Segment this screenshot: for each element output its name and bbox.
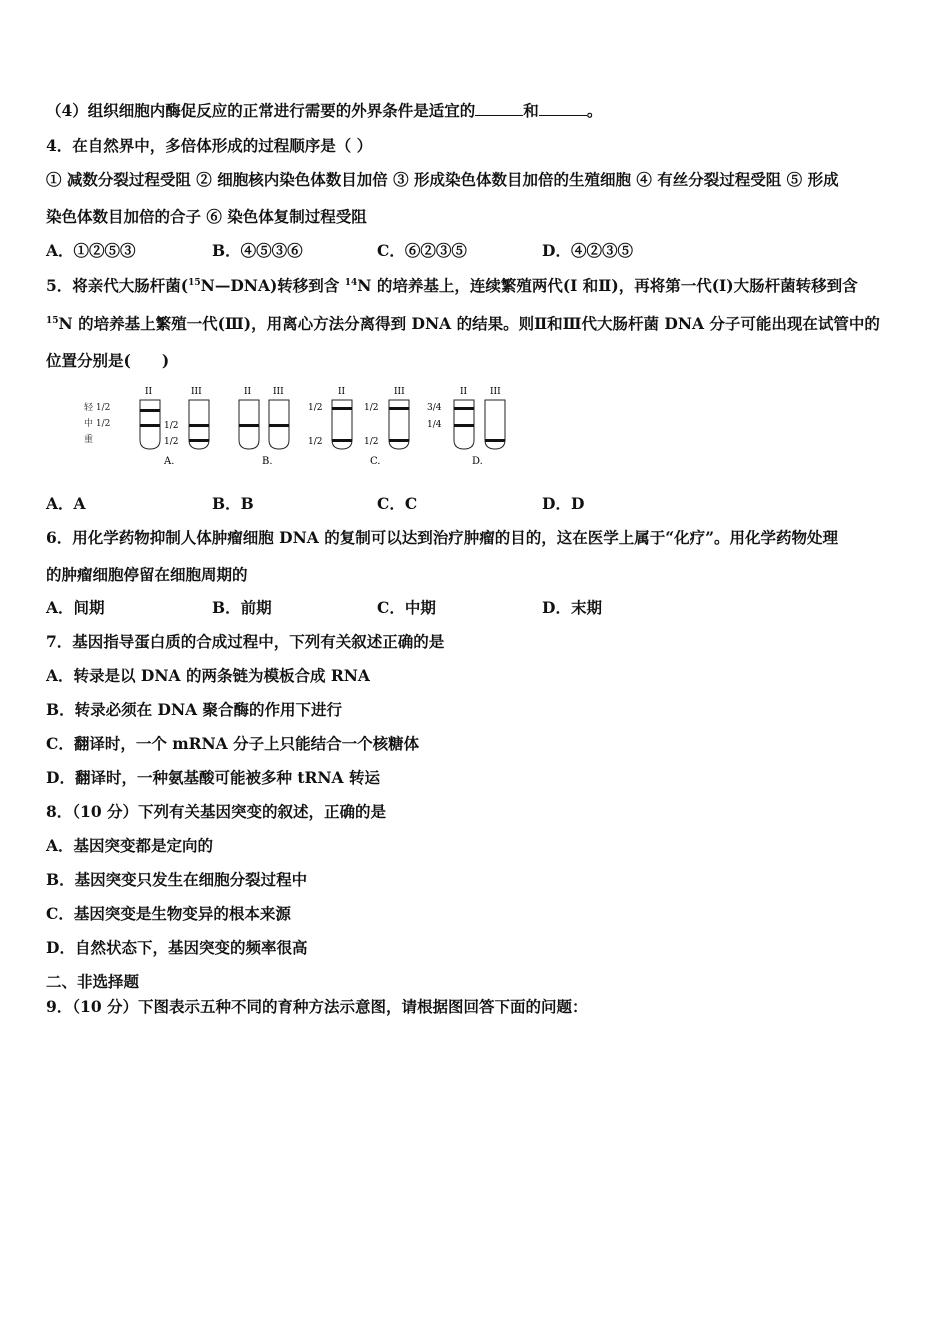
q5-option-d[interactable]: D．D xyxy=(542,494,585,513)
tube-header-ii: II xyxy=(460,387,468,397)
q6-option-a[interactable]: A．间期 xyxy=(46,598,105,617)
answer-blank-1[interactable] xyxy=(475,101,523,116)
q5-option-c[interactable]: C．C xyxy=(377,494,418,513)
q5-line1: 5．将亲代大肠杆菌($^{15}$N—DNA)转移到含 $^{14}$N 的培养基上，连续繁殖两代(I 和Ⅱ)，再将第一代(I)大肠杆菌转移到含 xyxy=(46,276,858,295)
q4-items-line1: ① 减数分裂过程受阻 ② 细胞核内染色体数目加倍 ③ 形成染色体数目加倍的生殖细胞 ④ 有丝分裂过程受阻 ⑤ 形成 xyxy=(46,170,839,189)
q9-stem: 9．（10 分）下图表示五种不同的育种方法示意图，请根据图回答下面的问题： xyxy=(46,997,588,1016)
q4-option-c[interactable]: C．⑥②③⑤ xyxy=(377,241,467,260)
band xyxy=(389,439,409,442)
tube-header-iii: III xyxy=(191,387,202,397)
ratio-label: 1/2 xyxy=(364,437,379,447)
q5-line2: $^{15}$N 的培养基上繁殖一代(Ⅲ)，用离心方法分离得到 DNA 的结果。则Ⅱ和Ⅲ代大肠杆菌 DNA 分子可能出现在试管中的 xyxy=(46,314,880,333)
q4-option-a[interactable]: A．①②⑤③ xyxy=(46,241,136,260)
band xyxy=(189,439,209,442)
panel-label-c: C. xyxy=(370,456,381,467)
band xyxy=(269,424,289,427)
ratio-label: 1/2 xyxy=(364,403,379,413)
q6-line1: 6．用化学药物抑制人体肿瘤细胞 DNA 的复制可以达到治疗肿瘤的目的，这在医学上属于“化疗”。用化学药物处理 xyxy=(46,528,839,547)
q8-option-a[interactable]: A．基因突变都是定向的 xyxy=(46,836,214,855)
ratio-label: 1/2 xyxy=(164,421,179,431)
tube-header-ii: II xyxy=(145,387,153,397)
tube-header-iii: III xyxy=(394,387,405,397)
tube-header-ii: II xyxy=(244,387,252,397)
q7-option-b[interactable]: B．转录必须在 DNA 聚合酶的作用下进行 xyxy=(46,700,343,719)
ratio-label: 1/2 xyxy=(308,403,323,413)
band xyxy=(189,424,209,427)
q6-option-c[interactable]: C．中期 xyxy=(377,598,436,617)
q5-option-b[interactable]: B．B xyxy=(212,494,254,513)
centrifuge-tubes-figure xyxy=(80,383,520,473)
band xyxy=(140,424,160,427)
row-label-light: 轻 1/2 xyxy=(84,403,111,413)
panel-d xyxy=(427,387,505,467)
panel-a xyxy=(140,387,209,467)
q7-stem: 7．基因指导蛋白质的合成过程中，下列有关叙述正确的是 xyxy=(46,632,445,651)
q8-option-b[interactable]: B．基因突变只发生在细胞分裂过程中 xyxy=(46,870,308,889)
band xyxy=(485,439,505,442)
panel-label-b: B. xyxy=(262,456,273,467)
panel-label-d: D. xyxy=(472,456,483,467)
tube-header-ii: II xyxy=(338,387,346,397)
q8-option-d[interactable]: D．自然状态下，基因突变的频率很高 xyxy=(46,938,308,957)
tube-header-iii: III xyxy=(490,387,501,397)
band xyxy=(454,424,474,427)
q7-option-a[interactable]: A．转录是以 DNA 的两条链为模板合成 RNA xyxy=(46,666,370,685)
band xyxy=(332,407,352,410)
q6-line2: 的肿瘤细胞停留在细胞周期的 xyxy=(46,565,248,584)
band xyxy=(140,409,160,412)
panel-c xyxy=(308,387,409,467)
panel-label-a: A. xyxy=(164,456,175,467)
q6-option-b[interactable]: B．前期 xyxy=(212,598,272,617)
band xyxy=(389,407,409,410)
row-label-middle: 中 1/2 xyxy=(84,419,111,429)
q5-line3: 位置分别是( ) xyxy=(46,351,170,370)
q4-stem: 4．在自然界中，多倍体形成的过程顺序是（ ） xyxy=(46,136,373,155)
q7-option-c[interactable]: C．翻译时，一个 mRNA 分子上只能结合一个核糖体 xyxy=(46,734,420,753)
ratio-label: 3/4 xyxy=(427,403,442,413)
ratio-label: 1/4 xyxy=(427,420,442,430)
q7-option-d[interactable]: D．翻译时，一种氨基酸可能被多种 tRNA 转运 xyxy=(46,768,380,787)
section-heading: 二、非选择题 xyxy=(46,972,140,991)
q5-option-a[interactable]: A．A xyxy=(46,494,86,513)
ratio-label: 1/2 xyxy=(308,437,323,447)
band xyxy=(454,407,474,410)
q4-option-d[interactable]: D．④②③⑤ xyxy=(542,241,633,260)
q8-stem: 8．（10 分）下列有关基因突变的叙述，正确的是 xyxy=(46,802,387,821)
q3-part4: （4）组织细胞内酶促反应的正常进行需要的外界条件是适宜的 和 。 xyxy=(46,101,603,120)
q4-items-line2: 染色体数目加倍的合子 ⑥ 染色体复制过程受阻 xyxy=(46,207,367,226)
q8-option-c[interactable]: C．基因突变是生物变异的根本来源 xyxy=(46,904,291,923)
ratio-label: 1/2 xyxy=(164,437,179,447)
band xyxy=(332,439,352,442)
band xyxy=(239,424,259,427)
panel-b xyxy=(239,387,289,467)
answer-blank-2[interactable] xyxy=(539,101,587,116)
q6-option-d[interactable]: D．末期 xyxy=(542,598,602,617)
q4-option-b[interactable]: B．④⑤③⑥ xyxy=(212,241,303,260)
row-label-heavy: 重 xyxy=(84,435,94,445)
tube-header-iii: III xyxy=(273,387,284,397)
